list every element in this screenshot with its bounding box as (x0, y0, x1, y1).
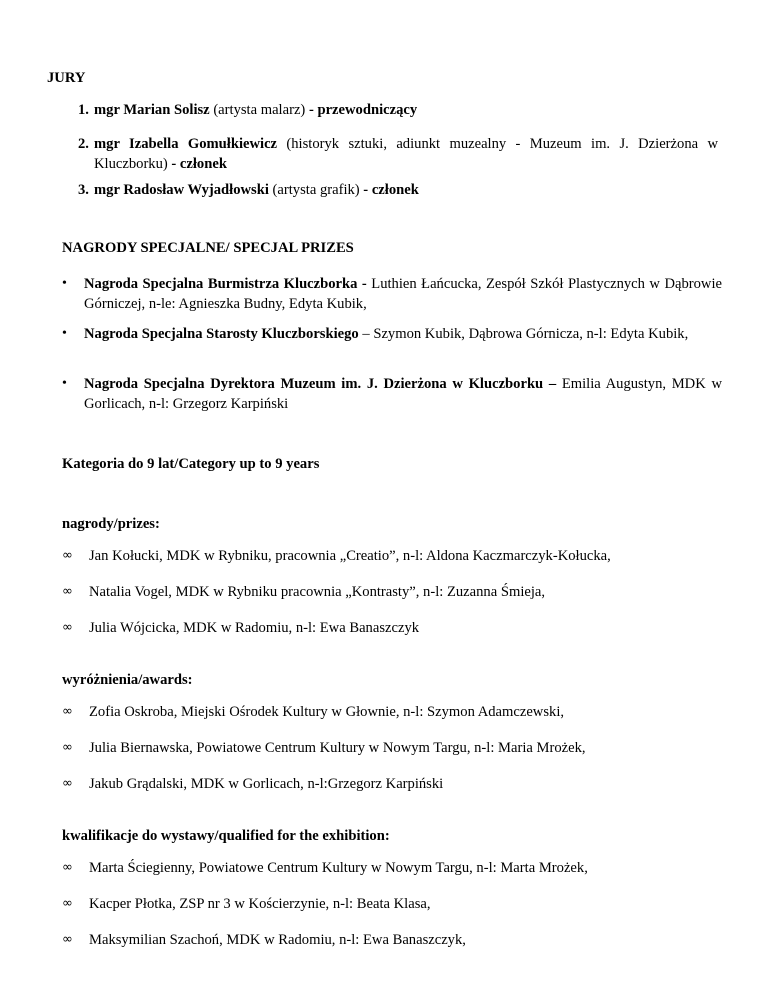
special-prize-name: Nagroda Specjalna Dyrektora Muzeum im. J. Dzierżona w Kluczborku – (84, 376, 557, 392)
special-prize-detail: Luthien Łańcucka, Zespół Szkół Plastycznych w Dąbrowie Górniczej, n-le: Agnieszka Budny, Edyta Kubik, (84, 276, 723, 312)
special-prize-name: Nagroda Specjalna Starosty Kluczborskiego (84, 326, 359, 342)
list-item-text: Maksymilian Szachoń, MDK w Radomiu, n-l: Ewa Banaszczyk, (89, 932, 466, 948)
list-item (62, 894, 742, 914)
prizes-title: nagrody/prizes: (62, 516, 160, 532)
list-item (62, 930, 742, 950)
infinity-bullet-icon: ∞ (62, 860, 73, 875)
infinity-bullet-icon: ∞ (62, 932, 73, 947)
jury-member-number: 2. (78, 136, 89, 152)
jury-member-role: (historyk sztuki, adiunkt muzealny - Muzeum im. J. Dzierżona w Kluczborku) (94, 136, 718, 172)
jury-member-function: - członek (359, 182, 419, 198)
jury-member (78, 100, 718, 120)
jury-member-function: - członek (167, 156, 227, 172)
category-title: Kategoria do 9 lat/Category up to 9 years (62, 456, 320, 472)
jury-member-role: (artysta grafik) (268, 182, 360, 198)
jury-title: JURY (47, 70, 86, 86)
special-prize-item (62, 324, 722, 344)
list-item (62, 702, 742, 722)
list-item-text: Natalia Vogel, MDK w Rybniku pracownia „Kontrasty”, n-l: Zuzanna Śmieja, (89, 584, 546, 600)
special-prize-item (62, 374, 722, 414)
special-prize-detail: Emilia Augustyn, MDK w Gorlicach, n-l: Grzegorz Karpiński (84, 376, 722, 412)
jury-member-name: mgr Izabella Gomułkiewicz (94, 136, 278, 152)
list-item (62, 858, 742, 878)
special-prizes-title: NAGRODY SPECJALNE/ SPECJAL PRIZES (62, 240, 354, 256)
jury-member (78, 134, 718, 174)
infinity-bullet-icon: ∞ (62, 776, 73, 791)
special-prize-name: Nagroda Specjalna Burmistrza Kluczborka - (84, 276, 367, 292)
list-item-text: Kacper Płotka, ZSP nr 3 w Kościerzynie, n-l: Beata Klasa, (89, 896, 431, 912)
jury-member-name: mgr Radosław Wyjadłowski (94, 182, 269, 198)
jury-member-function: - przewodniczący (305, 102, 418, 118)
qualified-title: kwalifikacje do wystawy/qualified for the exhibition: (62, 828, 390, 844)
list-item-text: Jan Kołucki, MDK w Rybniku, pracownia „Creatio”, n-l: Aldona Kaczmarczyk-Kołucka, (89, 548, 611, 564)
awards-title: wyróżnienia/awards: (62, 672, 193, 688)
list-item-text: Julia Wójcicka, MDK w Radomiu, n-l: Ewa Banaszczyk (89, 620, 420, 636)
jury-member-number: 1. (78, 102, 89, 118)
list-item-text: Zofia Oskroba, Miejski Ośrodek Kultury w Głownie, n-l: Szymon Adamczewski, (89, 704, 565, 720)
jury-member-role: (artysta malarz) (209, 102, 306, 118)
bullet-icon: • (62, 376, 67, 391)
bullet-icon: • (62, 326, 67, 341)
special-prize-item (62, 274, 722, 314)
infinity-bullet-icon: ∞ (62, 704, 73, 719)
special-prize-detail: – Szymon Kubik, Dąbrowa Górnicza, n-l: Edyta Kubik, (358, 326, 689, 342)
list-item-text: Jakub Grądalski, MDK w Gorlicach, n-l:Grzegorz Karpiński (89, 776, 444, 792)
list-item (62, 774, 742, 794)
jury-member-number: 3. (78, 182, 89, 198)
infinity-bullet-icon: ∞ (62, 548, 73, 563)
list-item (62, 738, 742, 758)
jury-member (78, 180, 718, 200)
list-item (62, 618, 742, 638)
list-item-text: Julia Biernawska, Powiatowe Centrum Kultury w Nowym Targu, n-l: Maria Mrożek, (89, 740, 586, 756)
list-item-text: Marta Ściegienny, Powiatowe Centrum Kultury w Nowym Targu, n-l: Marta Mrożek, (89, 860, 588, 876)
jury-member-name: mgr Marian Solisz (94, 102, 210, 118)
bullet-icon: • (62, 276, 67, 291)
infinity-bullet-icon: ∞ (62, 740, 73, 755)
infinity-bullet-icon: ∞ (62, 896, 73, 911)
list-item (62, 582, 742, 602)
infinity-bullet-icon: ∞ (62, 620, 73, 635)
infinity-bullet-icon: ∞ (62, 584, 73, 599)
list-item (62, 546, 742, 566)
